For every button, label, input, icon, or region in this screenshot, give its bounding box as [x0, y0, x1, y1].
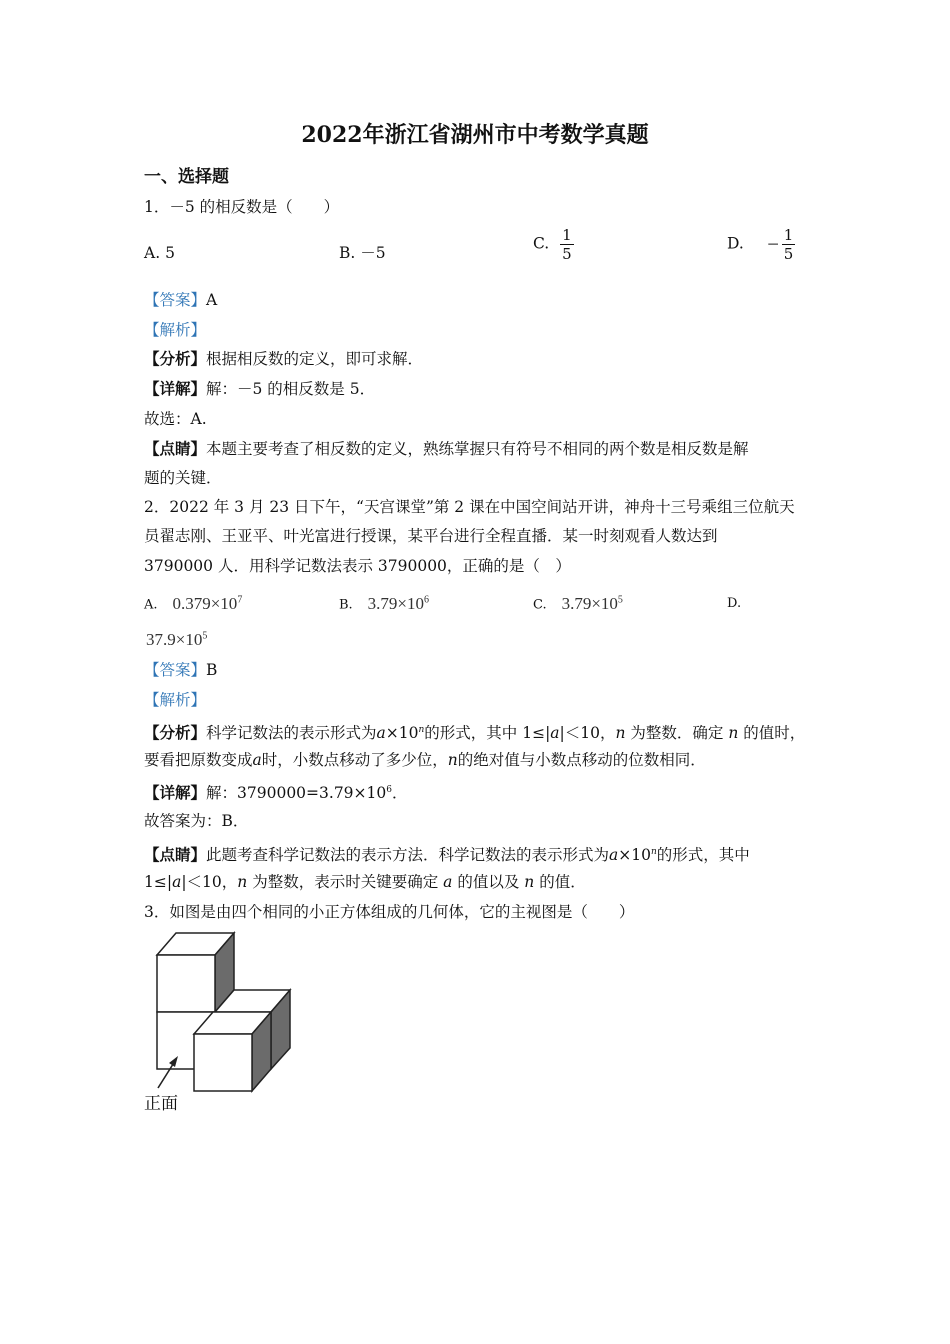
q2-option-d-value: $37.9\times 10^5$: [146, 629, 208, 649]
q1-answer: 【答案】A: [144, 291, 218, 309]
q2-option-a: A. $0.379\times 10^7$: [144, 593, 243, 613]
q2-comment-line1: 【点睛】此题考查科学记数法的表示方法．科学记数法的表示形式为$a\times 10^n$的形式，其中: [144, 845, 750, 865]
q2-analysis-line1: 【分析】科学记数法的表示形式为$a\times 10^n$的形式，其中 1≤|a|＜10，n 为整数．确定 n 的值时，: [144, 723, 806, 743]
q2-analysis-line2: 要看把原数变成a时，小数点移动了多少位，n的绝对值与小数点移动的位数相同．: [144, 751, 706, 769]
q1-option-a: A. 5: [144, 244, 175, 262]
q1-analysis-tag: 【解析】: [144, 321, 207, 339]
q1-analysis: 【分析】根据相反数的定义，即可求解．: [144, 349, 424, 368]
q1-option-b: B. －5: [339, 244, 386, 262]
q2-detail: 【详解】解：$3790000=3.79\times 10^6$．: [144, 783, 408, 803]
cube-front-face: [157, 955, 215, 1012]
q2-answer: 【答案】B: [144, 661, 218, 679]
q2-analysis-tag: 【解析】: [144, 691, 207, 709]
q3-stem: 3．如图是由四个相同的小正方体组成的几何体，它的主视图是（ ）: [144, 903, 635, 921]
fraction: $\frac{1}{5}$: [783, 226, 794, 263]
q1-option-c: C. $\frac{1}{5}$: [533, 226, 572, 263]
q2-stem-line3: 3790000 人．用科学记数法表示 3790000，正确的是（ ）: [144, 557, 571, 575]
page-title: 2022年浙江省湖州市中考数学真题: [301, 122, 649, 148]
cube-front-face: [194, 1034, 252, 1091]
q2-comment-line2: 1≤|a|＜10，n 为整数，表示时关键要确定 a 的值以及 n 的值．: [144, 873, 586, 891]
q1-comment-cont: 题的关键．: [144, 469, 222, 487]
fraction: $\frac{1}{5}$: [562, 226, 572, 263]
figure-label: 正面: [144, 1094, 178, 1114]
q1-choice: 故选：A.: [144, 410, 207, 428]
q1-comment: 【点睛】本题主要考查了相反数的定义，熟练掌握只有符号不相同的两个数是相反数是解: [144, 439, 749, 458]
q2-option-c: C. $3.79\times 10^5$: [533, 593, 623, 613]
q2-stem-line2: 员翟志刚、王亚平、叶光富进行授课，某平台进行全程直播．某一时刻观看人数达到: [144, 527, 718, 545]
q1-stem: 1．－5 的相反数是（ ）: [144, 198, 340, 216]
q2-option-b: B. $3.79\times 10^6$: [339, 593, 429, 613]
section-heading: 一、选择题: [144, 167, 229, 187]
q2-stem-line1: 2．2022 年 3 月 23 日下午，“天宫课堂”第 2 课在中国空间站开讲，神舟十三号乘组三位航天: [144, 498, 795, 516]
q2-choice: 故答案为：B．: [144, 812, 249, 830]
q2-option-d-label: D.: [727, 596, 742, 611]
q1-detail: 【详解】解：－5 的相反数是 5．: [144, 379, 376, 398]
q1-option-d: D. − $\frac{1}{5}$: [727, 226, 794, 263]
